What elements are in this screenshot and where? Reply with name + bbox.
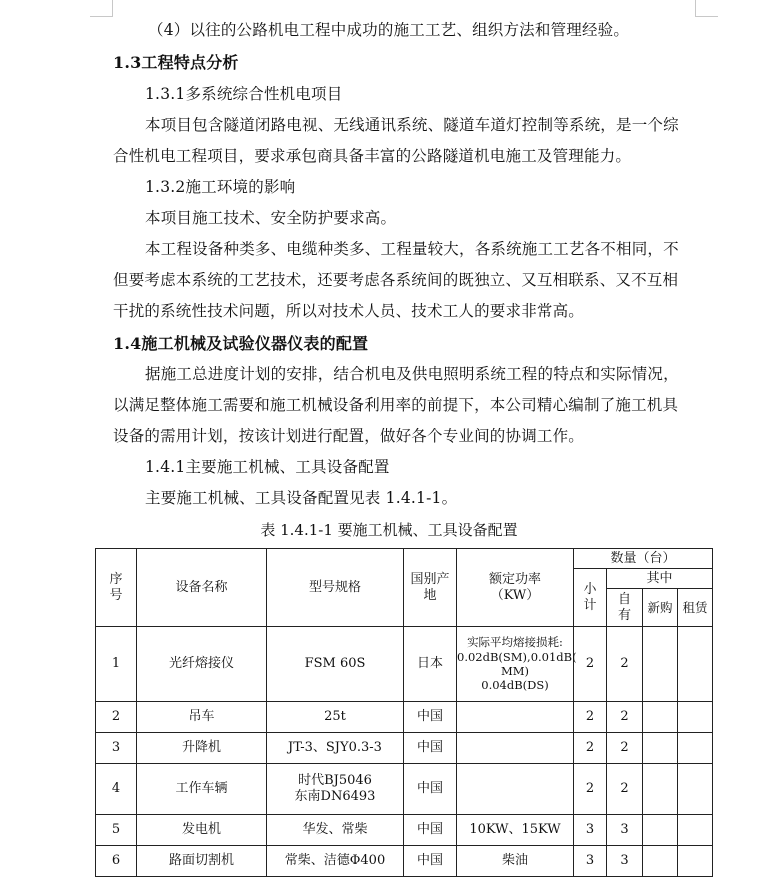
cell-owned: 2	[607, 627, 643, 702]
cell-name: 升降机	[137, 733, 267, 764]
paragraph-line: 但要考虑本系统的工艺技术，还要考虑各系统间的既独立、又互相联系、又不互相	[113, 271, 679, 289]
cell-subtotal: 3	[574, 815, 607, 846]
cell-rent	[678, 702, 713, 733]
cell-rent	[678, 764, 713, 815]
cell-name: 光纤熔接仪	[137, 627, 267, 702]
paragraph-line: 本项目包含隧道闭路电视、无线通讯系统、隧道车道灯控制等系统，是一个综	[145, 116, 679, 134]
cell-name: 吊车	[137, 702, 267, 733]
table-row	[96, 627, 713, 702]
cell-power	[457, 733, 574, 764]
cell-seq: 1	[96, 627, 137, 702]
model-line: 时代BJ5046	[298, 773, 372, 789]
header-rent: 租赁	[678, 589, 713, 627]
header-owned: 自有	[607, 589, 643, 627]
page-corner-mark-left	[90, 0, 113, 17]
cell-seq: 5	[96, 815, 137, 846]
cell-subtotal: 2	[574, 764, 607, 815]
heading-1-3-1: 1.3.1多系统综合性机电项目	[145, 85, 343, 103]
cell-rent	[678, 733, 713, 764]
equipment-table	[95, 548, 713, 877]
cell-seq: 6	[96, 846, 137, 877]
header-subtotal: 小计	[574, 569, 607, 627]
cell-new	[643, 815, 678, 846]
cell-name: 发电机	[137, 815, 267, 846]
cell-subtotal: 2	[574, 702, 607, 733]
cell-power	[457, 702, 574, 733]
cell-model	[267, 764, 404, 815]
heading-1-3-2: 1.3.2施工环境的影响	[145, 178, 296, 196]
cell-origin: 中国	[404, 846, 457, 877]
cell-rent	[678, 846, 713, 877]
paragraph-line: 据施工总进度计划的安排，结合机电及供电照明系统工程的特点和实际情况，	[145, 365, 679, 383]
cell-origin: 中国	[404, 815, 457, 846]
power-line: 10KW、15KW	[469, 822, 561, 838]
cell-model: 常柴、洁德Φ400	[267, 846, 404, 877]
cell-subtotal: 2	[574, 627, 607, 702]
cell-new	[643, 764, 678, 815]
table-body	[96, 627, 713, 877]
cell-power	[457, 846, 574, 877]
cell-seq: 4	[96, 764, 137, 815]
header-of-which: 其中	[607, 569, 713, 589]
paragraph-line: 以满足整体施工需要和施工机械设备利用率的前提下，本公司精心编制了施工机具	[113, 396, 679, 414]
cell-owned: 2	[607, 702, 643, 733]
cell-subtotal: 2	[574, 733, 607, 764]
header-new: 新购	[643, 589, 678, 627]
header-quantity: 数量（台）	[574, 549, 713, 569]
cell-owned: 3	[607, 815, 643, 846]
header-power	[457, 549, 574, 627]
power-line: 0.04dB(DS)	[481, 678, 549, 693]
cell-origin: 中国	[404, 764, 457, 815]
cell-rent	[678, 627, 713, 702]
header-origin: 国别产地	[404, 549, 457, 627]
cell-power	[457, 815, 574, 846]
cell-new	[643, 627, 678, 702]
paragraph-line: 主要施工机械、工具设备配置见表 1.4.1-1。	[145, 489, 458, 507]
cell-owned: 2	[607, 764, 643, 815]
cell-new	[643, 733, 678, 764]
paragraph-lesson-4: （4）以往的公路机电工程中成功的施工工艺、组织方法和管理经验。	[148, 21, 630, 39]
cell-new	[643, 846, 678, 877]
header-power-label: 额定功率	[488, 571, 541, 587]
cell-origin: 中国	[404, 702, 457, 733]
header-name: 设备名称	[137, 549, 267, 627]
paragraph-line: 设备的需用计划，按该计划进行配置，做好各个专业间的协调工作。	[113, 427, 585, 445]
cell-rent	[678, 815, 713, 846]
paragraph-line: 干扰的系统性技术问题，所以对技术人员、技术工人的要求非常高。	[113, 302, 585, 320]
cell-model: 华发、常柴	[267, 815, 404, 846]
cell-seq: 2	[96, 702, 137, 733]
power-line: 柴油	[501, 853, 528, 869]
header-model: 型号规格	[267, 549, 404, 627]
power-line: 0.02dB(SM),0.01dB(	[457, 649, 577, 664]
cell-subtotal: 3	[574, 846, 607, 877]
paragraph-line: 本工程设备种类多、电缆种类多、工程量较大，各系统施工工艺各不相同，不	[145, 240, 679, 258]
heading-1-4: 1.4施工机械及试验仪器仪表的配置	[113, 334, 369, 353]
paragraph-line: 本项目施工技术、安全防护要求高。	[145, 209, 397, 227]
table-row	[96, 815, 713, 846]
cell-origin: 日本	[404, 627, 457, 702]
cell-origin: 中国	[404, 733, 457, 764]
cell-owned: 2	[607, 733, 643, 764]
power-line: 实际平均熔接损耗:	[467, 635, 563, 650]
cell-seq: 3	[96, 733, 137, 764]
table-row	[96, 846, 713, 877]
cell-owned: 3	[607, 846, 643, 877]
cell-model: JT-3、SJY0.3-3	[267, 733, 404, 764]
cell-model: FSM 60S	[267, 627, 404, 702]
table-row	[96, 702, 713, 733]
paragraph-line: 合性机电工程项目，要求承包商具备丰富的公路隧道机电施工及管理能力。	[113, 147, 632, 165]
cell-power	[457, 764, 574, 815]
page-corner-mark-right	[695, 0, 718, 17]
cell-name: 路面切割机	[137, 846, 267, 877]
cell-name: 工作车辆	[137, 764, 267, 815]
header-power-unit: （KW）	[490, 587, 540, 603]
heading-1-3: 1.3工程特点分析	[113, 53, 239, 72]
power-line: MM)	[500, 664, 530, 678]
heading-1-4-1: 1.4.1主要施工机械、工具设备配置	[145, 458, 390, 476]
model-line: 东南DN6493	[294, 789, 376, 804]
table-caption: 表 1.4.1-1 要施工机械、工具设备配置	[260, 521, 518, 539]
cell-power	[457, 627, 577, 702]
cell-model: 25t	[267, 702, 404, 733]
cell-new	[643, 702, 678, 733]
table-row	[96, 764, 713, 815]
table-row	[96, 733, 713, 764]
header-seq: 序号	[96, 549, 137, 627]
